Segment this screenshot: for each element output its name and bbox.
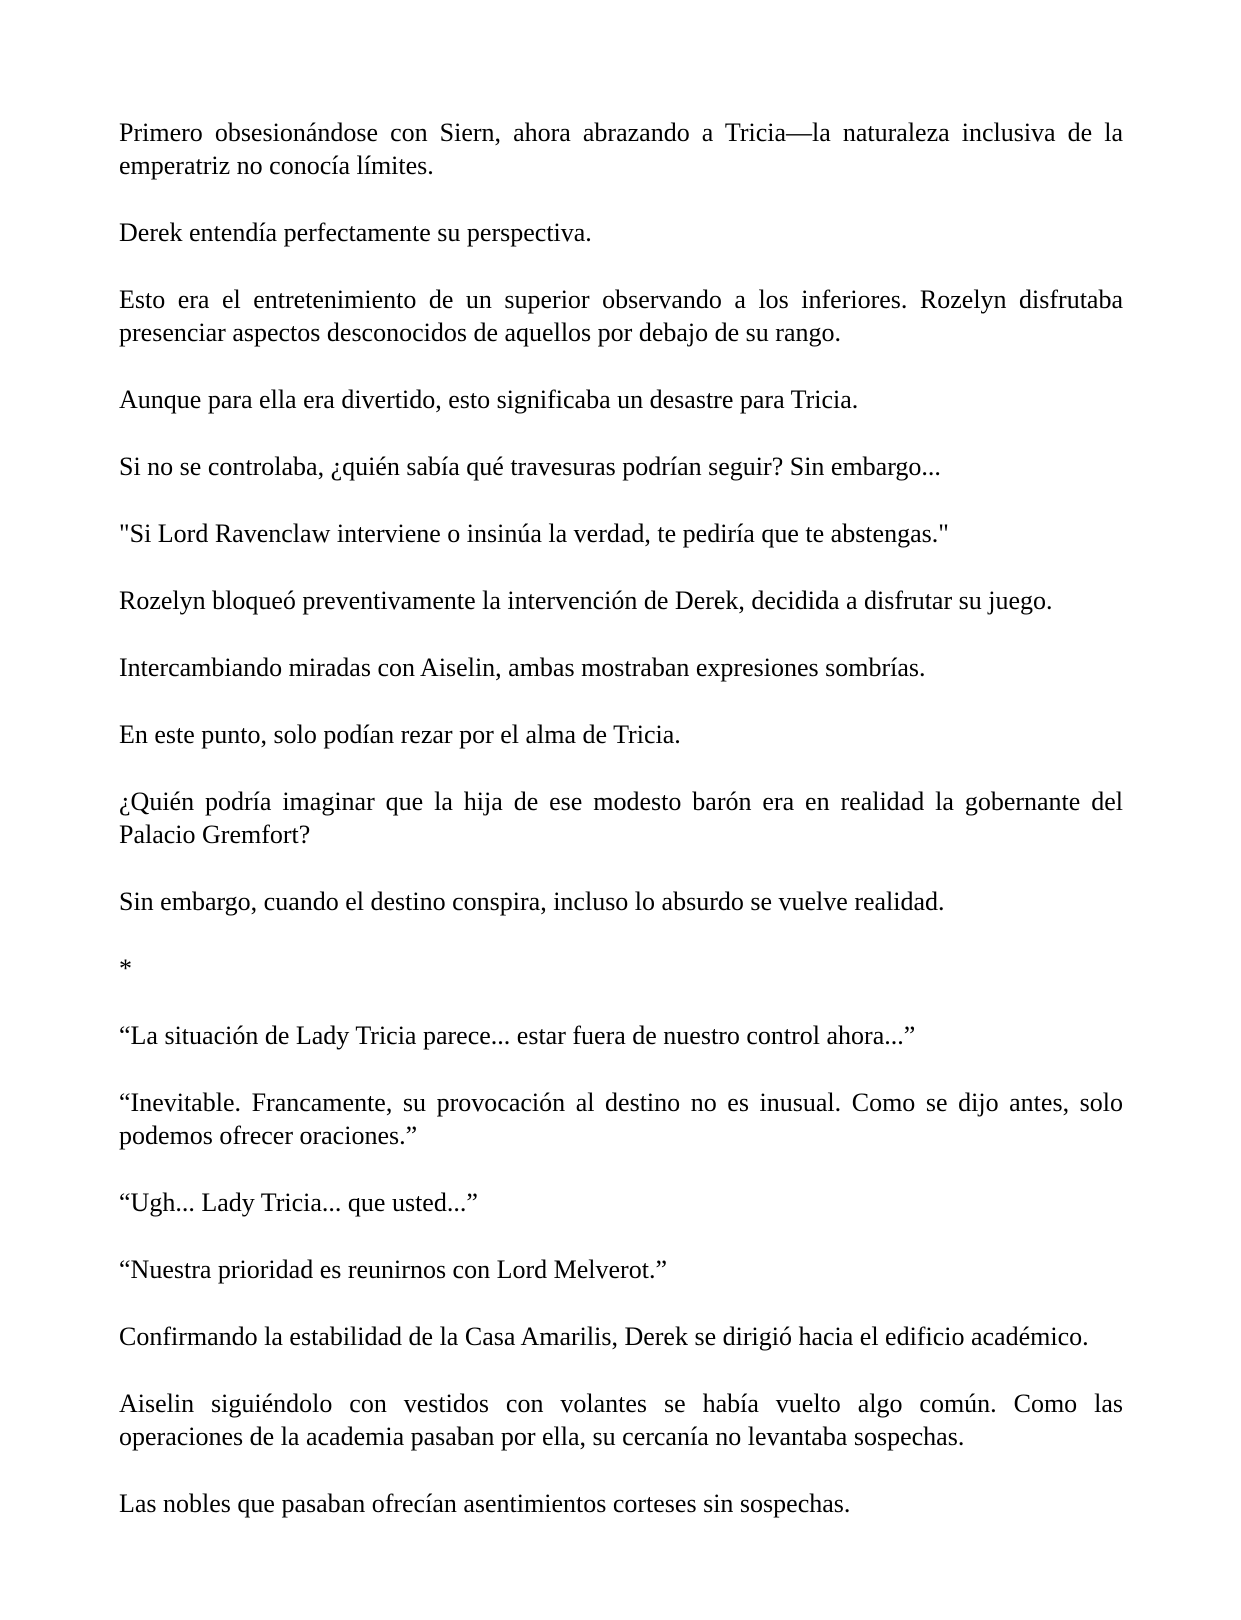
paragraph: En este punto, solo podían rezar por el alma de Tricia. — [119, 720, 681, 749]
paragraph: Esto era el entretenimiento de un superior observando a los inferiores. Rozelyn disfrutaba presenciar aspectos desconocidos de aquellos por debajo de su rango. — [119, 285, 1123, 347]
document-body — [119, 116, 1123, 1520]
paragraph: Intercambiando miradas con Aiselin, ambas mostraban expresiones sombrías. — [119, 653, 926, 682]
paragraph: “Nuestra prioridad es reunirnos con Lord Melverot.” — [119, 1255, 667, 1284]
paragraph: Derek entendía perfectamente su perspectiva. — [119, 218, 592, 247]
paragraph: Primero obsesionándose con Siern, ahora abrazando a Tricia—la naturaleza inclusiva de la emperatriz no conocía límites. — [119, 118, 1123, 180]
paragraph: "Si Lord Ravenclaw interviene o insinúa la verdad, te pediría que te abstengas." — [119, 519, 949, 548]
paragraph: “Ugh... Lady Tricia... que usted...” — [119, 1188, 478, 1217]
paragraph: Sin embargo, cuando el destino conspira, incluso lo absurdo se vuelve realidad. — [119, 887, 945, 916]
paragraph: Confirmando la estabilidad de la Casa Amarilis, Derek se dirigió hacia el edificio académico. — [119, 1322, 1089, 1351]
paragraph: Aiselin siguiéndolo con vestidos con volantes se había vuelto algo común. Como las operaciones de la academia pasaban por ella, su cercanía no levantaba sospechas. — [119, 1389, 1123, 1451]
paragraph: Rozelyn bloqueó preventivamente la intervención de Derek, decidida a disfrutar su juego. — [119, 586, 1053, 615]
paragraph: Las nobles que pasaban ofrecían asentimientos corteses sin sospechas. — [119, 1489, 851, 1518]
scene-break: * — [119, 954, 132, 983]
paragraph: ¿Quién podría imaginar que la hija de ese modesto barón era en realidad la gobernante del Palacio Gremfort? — [119, 787, 1123, 849]
paragraph: “La situación de Lady Tricia parece... estar fuera de nuestro control ahora...” — [119, 1021, 916, 1050]
paragraph: Aunque para ella era divertido, esto significaba un desastre para Tricia. — [119, 385, 859, 414]
paragraph: Si no se controlaba, ¿quién sabía qué travesuras podrían seguir? Sin embargo... — [119, 452, 941, 481]
paragraph: “Inevitable. Francamente, su provocación al destino no es inusual. Como se dijo antes, solo podemos ofrecer oraciones.” — [119, 1088, 1123, 1150]
